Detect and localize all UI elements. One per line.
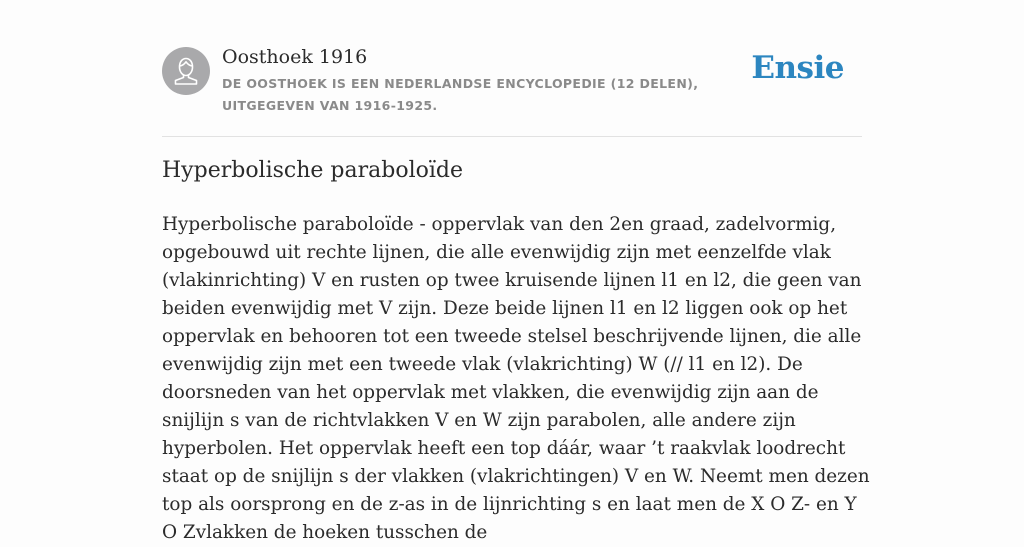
article-body: Hyperbolische paraboloïde - oppervlak van den 2en graad, zadelvormig, opgebouwd uit rechte lijnen, die alle evenwijdig zijn met eenzelfde vlak (vlakinrichting) V en rusten op twee kruisende lijnen l1 en l2, die geen van beiden evenwijdig met V zijn. Deze beide lijnen l1 en l2 liggen ook op het oppervlak en behooren tot een tweede stelsel beschrijvende lijnen, die alle evenwijdig zijn met een tweede vlak (vlakrichting) W (// l1 en l2). De doorsneden van het oppervlak met vlakken, die evenwijdig zijn aan de snijlijn s van de richtvlakken V en W zijn parabolen, alle andere zijn hyperbolen. Het oppervlak heeft een top dáár, waar ’t raakvlak loodrecht staat op de snijlijn s der vlakken (vlakrichtingen) V en W. Neemt men dezen top als oorsprong en de z-as in de lijnrichting s en laat men de X O Z- en Y O Zvlakken de hoeken tusschen de [162, 214, 870, 543]
user-icon[interactable] [162, 47, 210, 95]
article-title: Hyperbolische paraboloïde [162, 158, 464, 183]
source-description: DE OOSTHOEK IS EEN NEDERLANDSE ENCYCLOPEDIE (12 DELEN), UITGEGEVEN VAN 1916-1925. [222, 76, 699, 113]
ensie-logo[interactable]: Ensie [751, 50, 844, 86]
source-title[interactable]: Oosthoek 1916 [222, 46, 368, 68]
source-header [162, 40, 862, 137]
